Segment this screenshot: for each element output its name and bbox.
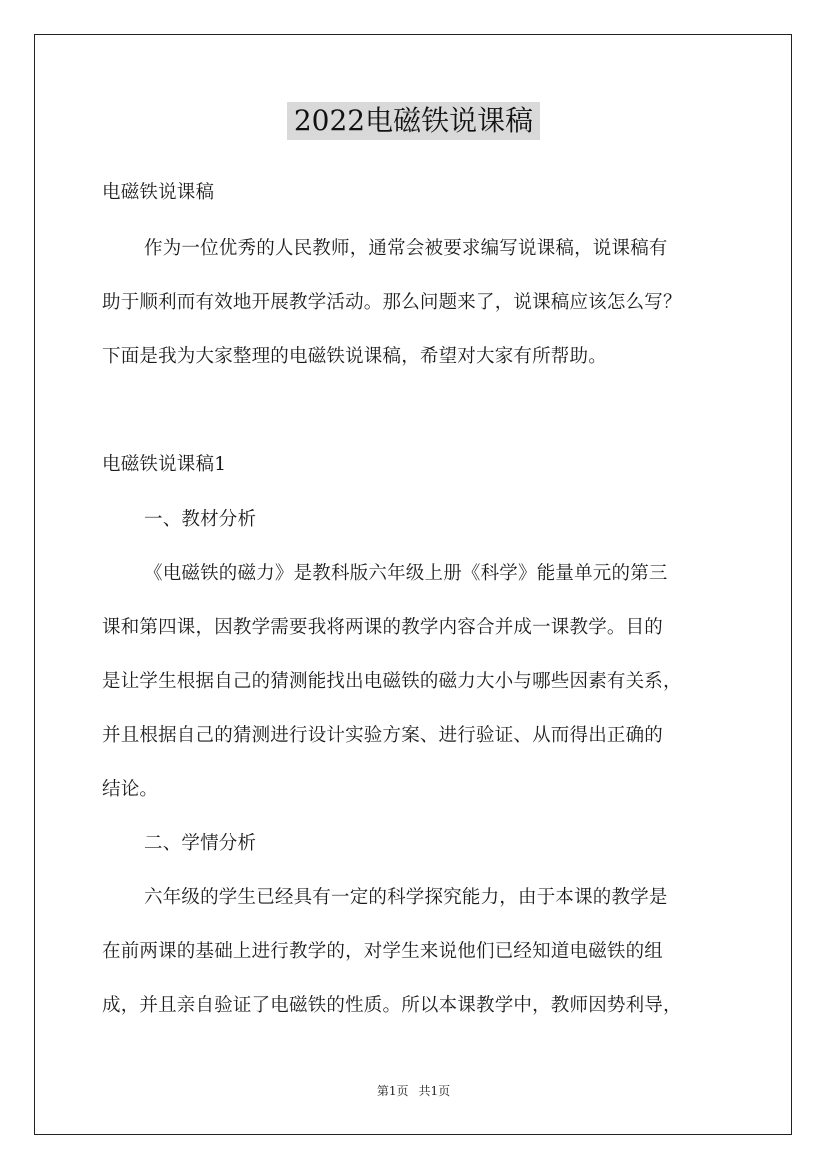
paragraph-line: 《电磁铁的磁力》是教科版六年级上册《科学》能量单元的第三 [144, 563, 668, 584]
paragraph-line: 下面是我为大家整理的电磁铁说课稿，希望对大家有所帮助。 [102, 346, 607, 367]
section-heading: 电磁铁说课稿1 [102, 454, 227, 475]
page-footer [0, 1083, 827, 1099]
paragraph-line: 作为一位优秀的人民教师，通常会被要求编写说课稿，说课稿有 [144, 238, 668, 259]
paragraph-line: 并且根据自己的猜测进行设计实验方案、进行验证、从而得出正确的 [102, 725, 664, 746]
page-number: 第1页 [376, 1084, 409, 1098]
paragraph-line: 是让学生根据自己的猜测能找出电磁铁的磁力大小与哪些因素有关系， [102, 671, 682, 692]
page-total: 共1页 [418, 1084, 451, 1098]
document-title: 2022电磁铁说课稿 [287, 102, 540, 140]
paragraph-line: 课和第四课，因教学需要我将两课的教学内容合并成一课教学。目的 [102, 617, 664, 638]
subsection-heading: 一、教材分析 [144, 509, 257, 530]
paragraph-line: 结论。 [102, 779, 159, 800]
subsection-heading: 二、学情分析 [144, 833, 257, 854]
paragraph-line: 助于顺利而有效地开展教学活动。那么问题来了，说课稿应该怎么写？ [102, 292, 682, 313]
paragraph-line: 成，并且亲自验证了电磁铁的性质。所以本课教学中，教师因势利导， [102, 995, 682, 1016]
subtitle-line: 电磁铁说课稿 [102, 182, 215, 203]
paragraph-line: 在前两课的基础上进行教学的，对学生来说他们已经知道电磁铁的组 [102, 941, 664, 962]
paragraph-line: 六年级的学生已经具有一定的科学探究能力，由于本课的教学是 [144, 887, 668, 908]
